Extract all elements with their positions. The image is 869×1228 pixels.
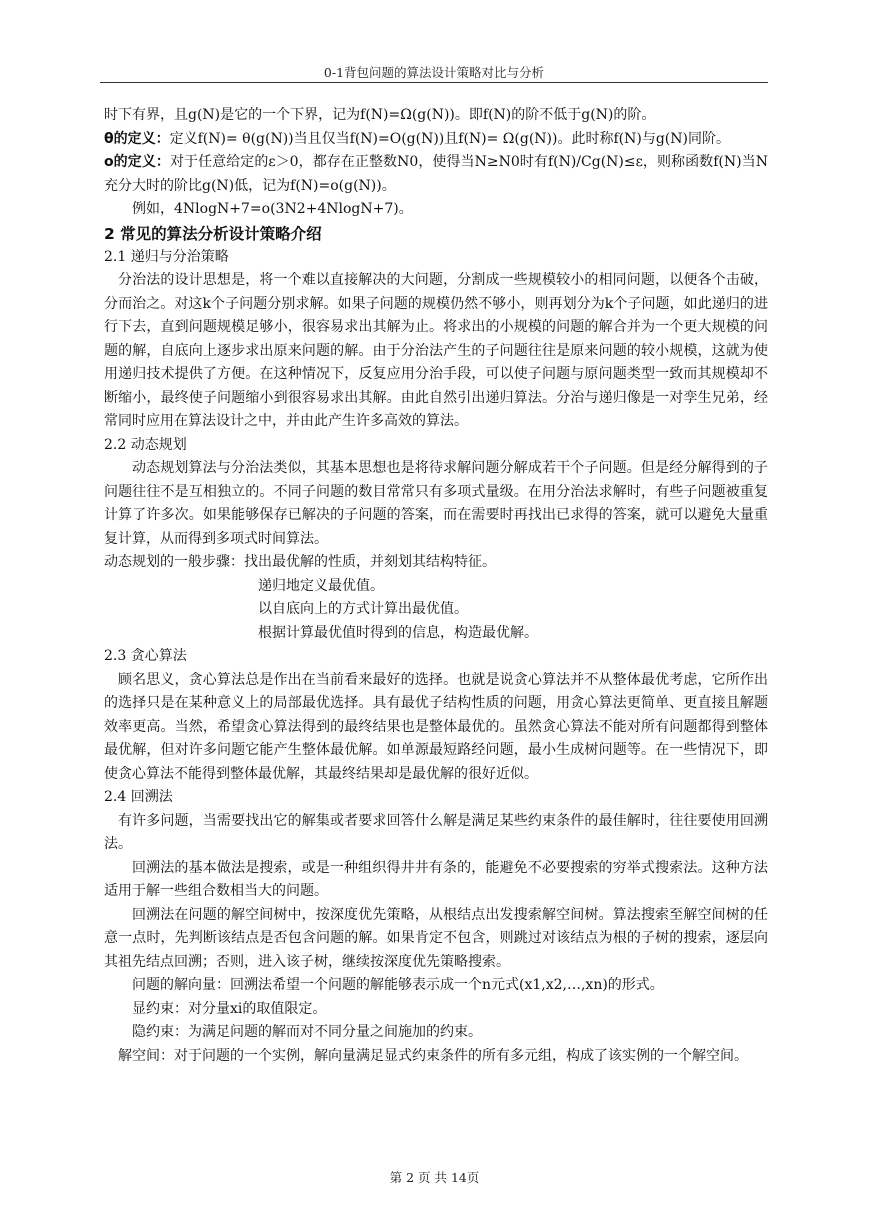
solution-space-line: 解空间：对于问题的一个实例，解向量满足显式约束条件的所有多元组，构成了该实例的一个解空间。	[118, 1047, 748, 1064]
o-text: 对于任意给定的ε＞0，都存在正整数N0，使得当N≥N0时有f(N)/Cg(N)≤ε，则称函数f(N)当N充分大时的阶比g(N)低，记为f(N)=o(g(N))。	[104, 154, 768, 194]
page-content	[104, 104, 768, 1068]
theta-definition	[104, 128, 768, 152]
page-number-footer: 第 2 页 共 14页	[389, 1170, 480, 1185]
running-header: 0-1背包问题的算法设计策略对比与分析	[323, 65, 545, 80]
o-definition	[104, 151, 768, 198]
header-rule	[100, 82, 768, 83]
o-term: o的定义：	[104, 154, 170, 170]
section-2-3-title: 2.3 贪心算法	[104, 648, 187, 664]
backtrack-paragraph-2: 回溯法的基本做法是搜索，或是一种组织得井井有条的，能避免不必要搜索的穷举式搜索法。这种方法适用于解一些组合数相当大的问题。	[104, 859, 768, 899]
section-2-2-title: 2.2 动态规划	[104, 436, 187, 453]
solution-vector-line: 问题的解向量：回溯法希望一个问题的解能够表示成一个n元式(x1,x2,…,xn)的形式。	[132, 977, 664, 993]
dp-step-1: 找出最优解的性质，并刻划其结构特征。	[244, 554, 496, 570]
example-line: 例如，4NlogN+7=o(3N2+4NlogN+7)。	[132, 201, 413, 217]
section-2-2-paragraph: 动态规划算法与分治法类似，其基本思想也是将待求解问题分解成若干个子问题。但是经分解得到的子问题往往不是互相独立的。不同子问题的数目常常只有多项式量级。在用分治法求解时，有些子问题被重复计算了许多次。如果能够保存已解决的子问题的答案，而在需要时再找出已求得的答案，就可以避免大量重复计算，从而得到多项式时间算法。	[104, 460, 768, 547]
theta-text: 定义f(N)= θ(g(N))当且仅当f(N)=O(g(N))且f(N)= Ω(g(N))。此时称f(N)与g(N)同阶。	[169, 130, 730, 147]
section-2-3-paragraph: 顾名思义，贪心算法总是作出在当前看来最好的选择。也就是说贪心算法并不从整体最优考虑，它所作出的选择只是在某种意义上的局部最优选择。具有最优子结构性质的问题，用贪心算法更简单、更直接且解题效率更高。当然，希望贪心算法得到的最终结果也是整体最优的。虽然贪心算法不能对所有问题都得到整体最优解，但对许多问题它能产生整体最优解。如单源最短路经问题，最小生成树问题等。在一些情况下，即使贪心算法不能得到整体最优解，其最终结果却是最优解的很好近似。	[104, 671, 768, 782]
section-2-title: 2 常见的算法分析设计策略介绍	[104, 224, 322, 243]
omega-definition-continued: 时下有界，且g(N)是它的一个下界，记为f(N)=Ω(g(N))。即f(N)的阶不低于g(N)的阶。	[104, 107, 656, 123]
explicit-constraint-line: 显约束：对分量xi的取值限定。	[132, 1000, 327, 1017]
section-2-1-title: 2.1 递归与分治策略	[104, 248, 229, 265]
backtrack-paragraph-3: 回溯法在问题的解空间树中，按深度优先策略，从根结点出发搜索解空间树。算法搜索至解空间树的任意一点时，先判断该结点是否包含问题的解。如果肯定不包含，则跳过对该结点为根的子树的搜索，逐层向其祖先结点回溯；否则，进入该子树，继续按深度优先策略搜索。	[104, 906, 768, 970]
dp-step-2: 递归地定义最优值。	[258, 577, 384, 594]
backtrack-paragraph-1: 有许多问题，当需要找出它的解集或者要求回答什么解是满足某些约束条件的最佳解时，往往要使用回溯法。	[104, 812, 768, 852]
dp-steps-label: 动态规划的一般步骤：	[104, 554, 244, 570]
dp-step-4: 根据计算最优值时得到的信息，构造最优解。	[258, 624, 538, 641]
section-2-4-title: 2.4 回溯法	[104, 789, 173, 805]
theta-term: θ的定义：	[104, 130, 170, 147]
section-2-1-paragraph: 分治法的设计思想是，将一个难以直接解决的大问题，分割成一些规模较小的相同问题，以便各个击破，分而治之。对这k个子问题分别求解。如果子问题的规模仍然不够小，则再划分为k个子问题，如此递归的进行下去，直到问题规模足够小，很容易求出其解为止。将求出的小规模的问题的解合并为一个更大规模的问题的解，自底向上逐步求出原来问题的解。由于分治法产生的子问题往往是原来问题的较小规模，这就为使用递归技术提供了方便。在这种情况下，反复应用分治手段，可以使子问题与原问题类型一致而其规模却不断缩小，最终使子问题缩小到很容易求出其解。由此自然引出递归算法。分治与递归像是一对孪生兄弟，经常同时应用在算法设计之中，并由此产生许多高效的算法。	[104, 272, 768, 429]
implicit-constraint-line: 隐约束：为满足问题的解而对不同分量之间施加的约束。	[132, 1024, 482, 1040]
dp-steps-first	[104, 551, 768, 575]
dp-step-3: 以自底向上的方式计算出最优值。	[258, 601, 468, 617]
